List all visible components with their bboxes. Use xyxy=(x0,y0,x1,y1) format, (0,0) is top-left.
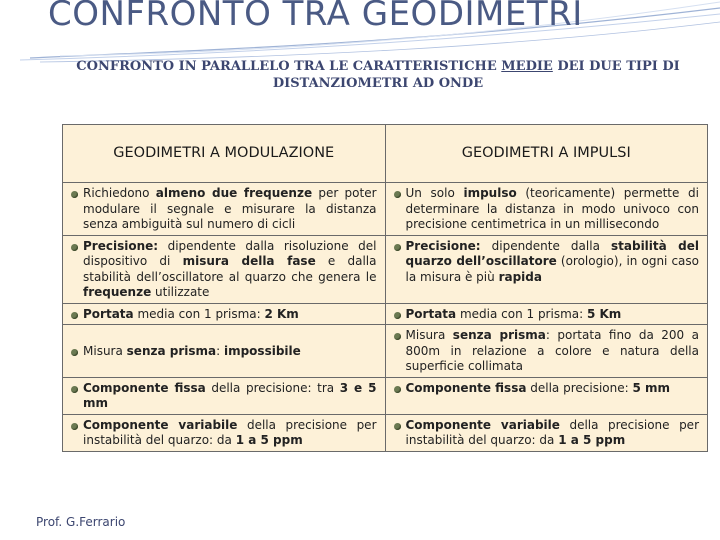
column-header-impulsi: GEODIMETRI A IMPULSI xyxy=(385,125,708,183)
table-cell xyxy=(385,325,708,378)
table-cell xyxy=(385,303,708,325)
list-item: Un solo impulso (teoricamente) permette di determinare la distanza in modo univoco con precisione centimetrica in un millisecondo xyxy=(394,186,700,233)
list-item: Precisione: dipendente dalla stabilità del quarzo dell’oscillatore (orologio), in ogni caso la misura è più rapida xyxy=(394,239,700,286)
comparison-table xyxy=(62,124,708,452)
table-cell xyxy=(63,325,386,378)
table-row xyxy=(63,325,708,378)
table-row xyxy=(63,414,708,451)
list-item: Componente fissa della precisione: 5 mm xyxy=(394,381,700,397)
table-cell xyxy=(63,183,386,236)
list-item: Misura senza prisma: portata fino da 200 a 800m in relazione a colore e natura della superficie collimata xyxy=(394,328,700,375)
table-header-row xyxy=(63,125,708,183)
list-item: Precisione: dipendente dalla risoluzione del dispositivo di misura della fase e dalla stabilità dell’oscillatore al quarzo che genera le frequenze utilizzate xyxy=(71,239,377,301)
table-cell xyxy=(63,377,386,414)
list-item: Componente variabile della precisione per instabilità del quarzo: da 1 a 5 ppm xyxy=(394,418,700,449)
list-item: Portata media con 1 prisma: 5 Km xyxy=(394,307,700,323)
table-cell xyxy=(63,235,386,303)
table-cell xyxy=(385,183,708,236)
table-row xyxy=(63,235,708,303)
list-item: Richiedono almeno due frequenze per poter modulare il segnale e misurare la distanza senza ambiguità sul numero di cicli xyxy=(71,186,377,233)
table-cell xyxy=(385,414,708,451)
table-cell xyxy=(63,303,386,325)
subtitle-post: DEI DUE TIPI DI DISTANZIOMETRI AD ONDE xyxy=(272,59,680,91)
author-footer: Prof. G.Ferrario xyxy=(36,515,126,529)
page-subtitle xyxy=(40,58,716,92)
subtitle-pre: CONFRONTO IN PARALLELO TRA LE CARATTERISTICHE xyxy=(76,59,502,74)
page-title: CONFRONTO TRA GEODIMETRI xyxy=(48,0,583,34)
list-item: Portata media con 1 prisma: 2 Km xyxy=(71,307,377,323)
list-item: Misura senza prisma: impossibile xyxy=(71,344,377,360)
table-row xyxy=(63,183,708,236)
subtitle-highlight: MEDIE xyxy=(501,59,553,74)
list-item: Componente variabile della precisione per instabilità del quarzo: da 1 a 5 ppm xyxy=(71,418,377,449)
table-row xyxy=(63,377,708,414)
table-cell xyxy=(63,414,386,451)
column-header-modulazione: GEODIMETRI A MODULAZIONE xyxy=(63,125,386,183)
table-cell xyxy=(385,377,708,414)
list-item: Componente fissa della precisione: tra 3 e 5 mm xyxy=(71,381,377,412)
table-cell xyxy=(385,235,708,303)
table-row xyxy=(63,303,708,325)
